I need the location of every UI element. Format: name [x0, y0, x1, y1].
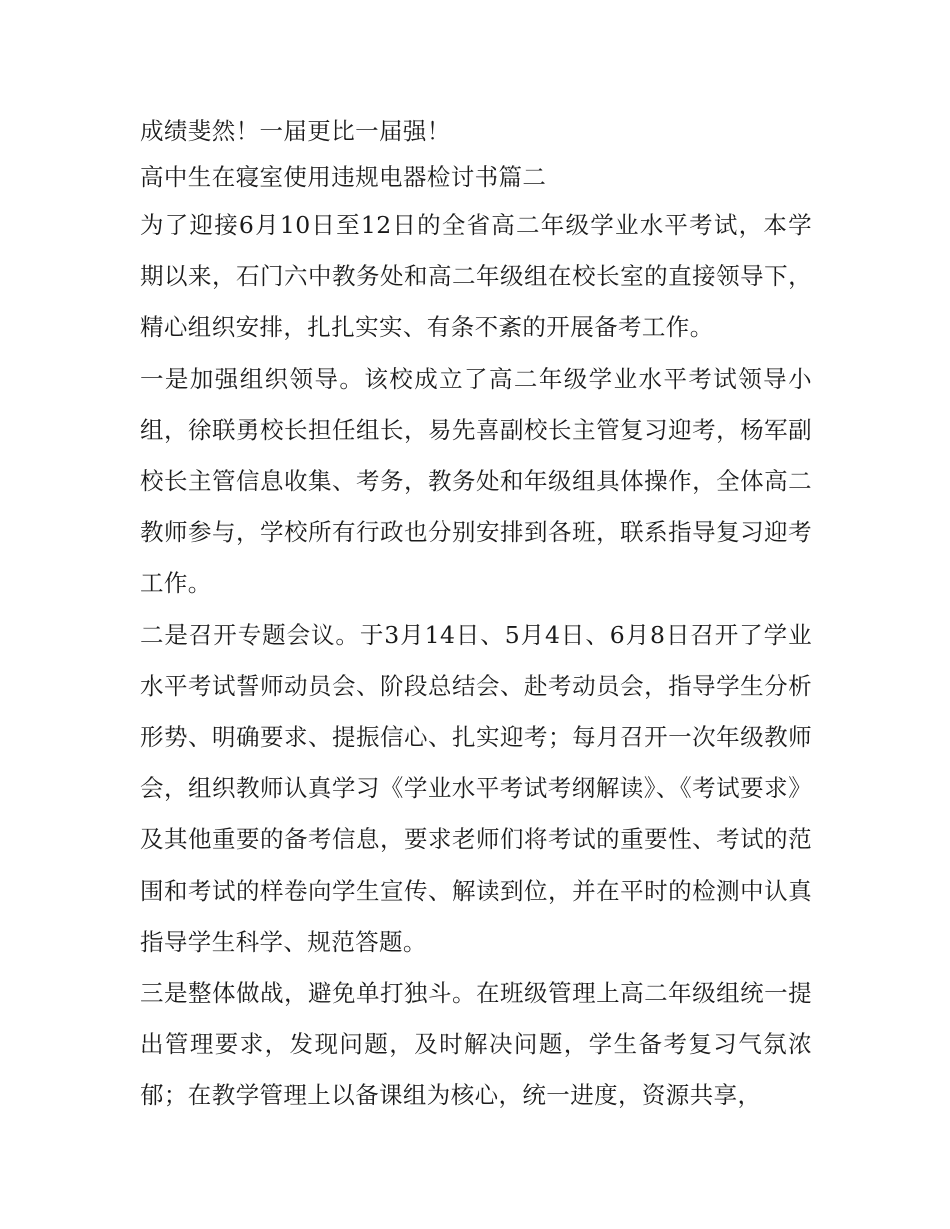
section-heading: 高中生在寝室使用违规电器检讨书篇二 — [140, 163, 547, 191]
paragraph-closing-line: 成绩斐然！一届更比一届强！ — [140, 117, 451, 145]
paragraph-point-one: 一是加强组织领导。该校成立了高二年级学业水平考试领导小组，徐联勇校长担任组长，易先喜副校长主管复习迎考，杨军副校长主管信息收集、考务，教务处和年级组具体操作，全体高二教师参与，学校所有行政也分别安排到各班，联系指导复习迎考工作。 — [140, 364, 812, 598]
paragraph-intro: 为了迎接6月10日至12日的全省高二年级学业水平考试，本学期以来，石门六中教务处和高二年级组在校长室的直接领导下，精心组织安排，扎扎实实、有条不紊的开展备考工作。 — [140, 211, 812, 342]
paragraph-point-two: 二是召开专题会议。于3月14日、5月4日、6月8日召开了学业水平考试誓师动员会、阶段总结会、赴考动员会，指导学生分析形势、明确要求、提振信心、扎实迎考；每月召开一次年级教师会，组织教师认真学习《学业水平考试考纲解读》、《考试要求》及其他重要的备考信息，要求老师们将考试的重要性、考试的范围和考试的样卷向学生宣传、解读到位，并在平时的检测中认真指导学生科学、规范答题。 — [140, 620, 812, 956]
paragraph-point-three: 三是整体做战，避免单打独斗。在班级管理上高二年级组统一提出管理要求，发现问题，及时解决问题，学生备考复习气氛浓郁；在教学管理上以备课组为核心，统一进度，资源共享， — [140, 979, 812, 1110]
document-body — [140, 108, 812, 1122]
